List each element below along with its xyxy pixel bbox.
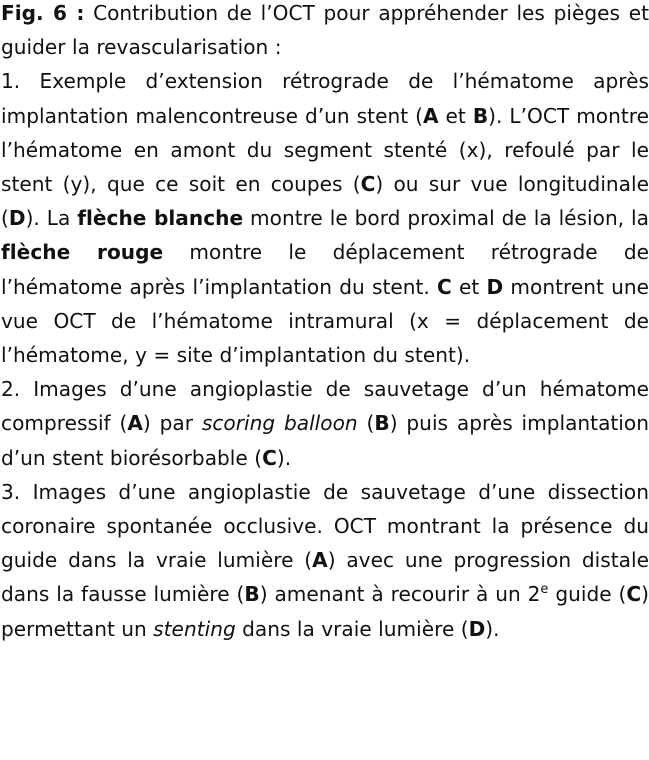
figure-label: Fig. 6 :: [1, 1, 85, 25]
caption-item-3: [1, 475, 649, 646]
text: 2. Images d’une angioplastie de sauvetage d’un hématome compressif (: [1, 377, 649, 436]
text: 3. Images d’une angioplastie de sauvetage d’une dissection coronaire spontanée occlusive. OCT montrant la présence du guide dans la vraie lumière (: [1, 479, 649, 573]
panel-ref-a: A: [312, 548, 328, 573]
panel-ref-b: B: [472, 103, 489, 128]
caption-intro: [1, 0, 649, 64]
panel-ref-c: C: [626, 582, 642, 607]
panel-ref-b: B: [244, 582, 260, 607]
panel-ref-a: A: [422, 103, 439, 128]
panel-ref-c: C: [360, 172, 376, 197]
text: ) avec une progression distale dans la fausse lumière (: [1, 548, 649, 607]
text: (: [357, 411, 375, 436]
text: ). La: [25, 206, 78, 231]
white-arrow-label: flèche blanche: [77, 206, 244, 231]
panel-ref-c: C: [437, 274, 452, 299]
superscript-e: e: [540, 582, 549, 598]
text: ).: [276, 445, 292, 470]
red-arrow-label: flèche rouge: [1, 240, 164, 265]
stenting-term: stenting: [153, 616, 236, 641]
caption-intro-text: Contribution de l’OCT pour appréhender les pièges et guider la revascularisation :: [1, 1, 649, 60]
text: et: [438, 103, 473, 128]
text: ) ou sur vue longitudinale (: [1, 172, 649, 231]
text: guide (: [548, 582, 627, 607]
panel-ref-d: D: [486, 274, 504, 299]
caption-item-1: [1, 64, 649, 372]
text: montre le bord proximal de la lésion, la: [243, 206, 649, 231]
text: ).: [485, 616, 500, 641]
scoring-balloon-term: scoring balloon: [201, 411, 358, 436]
text: et: [451, 274, 487, 299]
text: 1. Exemple d’extension rétrograde de l’hématome après implantation malencontreuse d’un stent (: [1, 69, 649, 128]
text: ) amenant à recourir à un 2: [259, 582, 541, 607]
panel-ref-d: D: [468, 616, 486, 641]
text: ). L’OCT montre l’hématome en amont du segment stenté (x), refoulé par le stent (y), que ce soit en coupes (: [1, 103, 649, 197]
panel-ref-a: A: [127, 411, 143, 436]
text: montrent une vue OCT de l’hématome intramural (x = déplacement de l’hématome, y = site d’implantation du stent).: [1, 274, 649, 368]
panel-ref-c: C: [262, 445, 277, 470]
text: dans la vraie lumière (: [235, 616, 469, 641]
panel-ref-b: B: [374, 411, 390, 436]
text: ) par: [142, 411, 202, 436]
caption-item-2: [1, 372, 649, 475]
text: ) puis après implantation d’un stent biorésorbable (: [1, 411, 649, 470]
text: ) permettant un: [1, 582, 649, 641]
panel-ref-d: D: [8, 206, 26, 231]
text: montre le déplacement rétrograde de l’hématome après l’implantation du stent.: [1, 240, 649, 299]
